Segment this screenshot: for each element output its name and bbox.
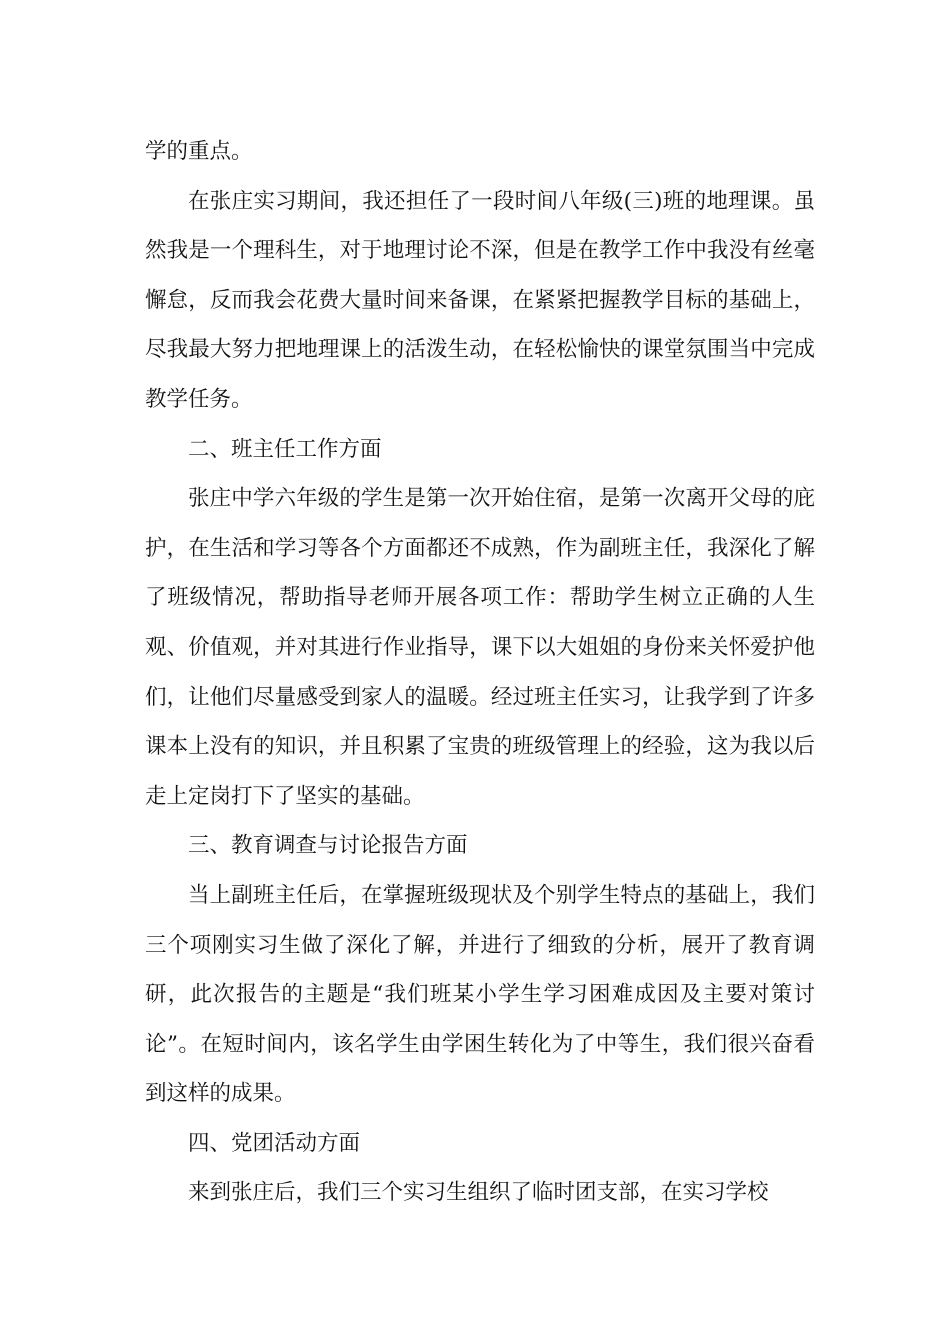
document-body: [145, 127, 815, 1218]
paragraph-education-survey: 当上副班主任后，在掌握班级现状及个别学生特点的基础上，我们三个项刚实习生做了深化了解，并进行了细致的分析，展开了教育调研，此次报告的主题是“我们班某小学生学习困难成因及主要对策讨论”。在短时间内，该名学生由学困生转化为了中等生，我们很兴奋看到这样的成果。: [145, 882, 815, 1107]
paragraph-geography-class: 在张庄实习期间，我还担任了一段时间八年级(三)班的地理课。虽然我是一个理科生，对于地理讨论不深，但是在教学工作中我没有丝毫懈怠，反而我会花费大量时间来备课，在紧紧把握教学目标的基础上，尽我最大努力把地理课上的活泼生动，在轻松愉快的课堂氛围当中完成教学任务。: [145, 188, 815, 412]
section-heading-party-league: 四、党团活动方面: [188, 1130, 361, 1156]
section-heading-head-teacher: 二、班主任工作方面: [188, 436, 382, 462]
section-heading-education-survey: 三、教育调查与讨论报告方面: [188, 833, 468, 859]
paragraph-party-league: 来到张庄后，我们三个实习生组织了临时团支部，在实习学校: [188, 1180, 769, 1206]
paragraph-head-teacher-work: 张庄中学六年级的学生是第一次开始住宿，是第一次离开父母的庇护，在生活和学习等各个方面都还不成熟，作为副班主任，我深化了解了班级情况，帮助指导老师开展各项工作：帮助学生树立正确的人生观、价值观，并对其进行作业指导，课下以大姐姐的身份来关怀爱护他们，让他们尽量感受到家人的温暖。经过班主任实习，让我学到了许多课本上没有的知识，并且积累了宝贵的班级管理上的经验，这为我以后走上定岗打下了坚实的基础。: [145, 486, 815, 809]
paragraph-continuation: 学的重点。: [145, 139, 253, 164]
